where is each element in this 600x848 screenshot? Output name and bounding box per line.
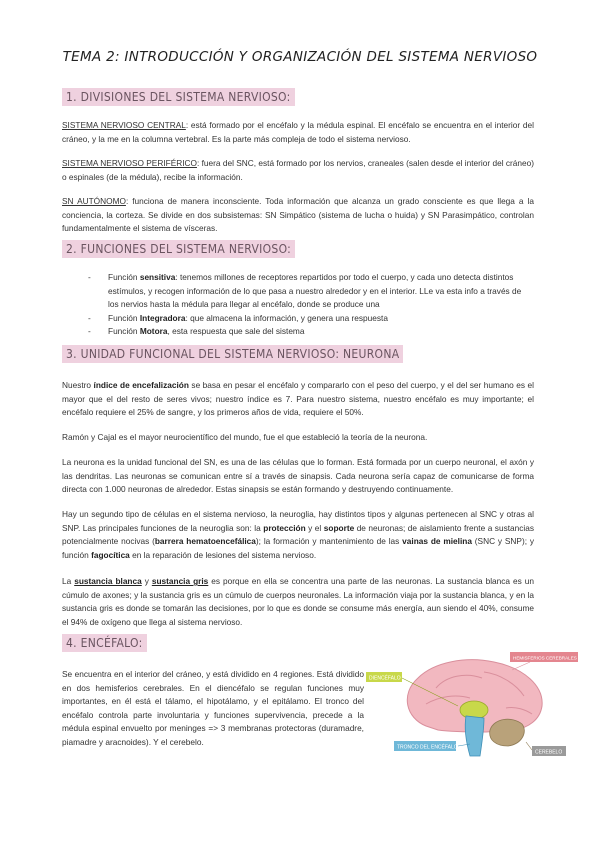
text: es porque en ella se concentra una parte de las neuronas. La sustancia blanca es un cúmulo de axones; y la sustancia gris es un cúmulo de cuerpos neuronales. La información viaja por la sustancia blanca, y en la sustancia gris es donde se tomarán las decisiones, por lo que es donde se consume más energía, aun siendo el 40%, consume el 94% de oxígeno que llega al sistema nervioso. bbox=[62, 576, 534, 627]
cerebellum-label: CEREBELO bbox=[535, 749, 563, 756]
list-item bbox=[88, 312, 534, 326]
sna-text: : funciona de manera inconsciente. Toda información que alcanza un grado consciente es que llega a la conciencia, la corteza. Se divide en dos subsistemas: SN Simpático (sistema de lucha o huida) y SN Parasimpático, controlan fundamentalmente el sistema de vísceras. bbox=[62, 196, 534, 234]
text: (SNC y SNP); y función bbox=[62, 536, 534, 560]
section-heading-neurona: 3. UNIDAD FUNCIONAL DEL SISTEMA NERVIOSO: NEURONA bbox=[62, 345, 403, 363]
term-snc: SISTEMA NERVIOSO CENTRAL bbox=[62, 120, 186, 130]
section-heading-encefalo: 4. ENCÉFALO: bbox=[62, 634, 147, 652]
bullet-text: : tenemos millones de receptores repartidos por todo el cuerpo, y cada uno detecta distintos estímulos, y recogen información de lo que pasa a nuestro alrededor y en el interior. LLe va esta info a través de los nervios hasta la médula para llegar al encéfalo, donde se produce una bbox=[108, 272, 522, 310]
paragraph-encefalizacion bbox=[62, 379, 534, 420]
paragraph-sna bbox=[62, 195, 534, 236]
term-sna: SN AUTÓNOMO bbox=[62, 196, 126, 206]
bullet-bold: Motora bbox=[139, 326, 168, 337]
text: en la reparación de lesiones del sistema nervioso. bbox=[129, 549, 317, 560]
list-item bbox=[88, 325, 534, 339]
text: La bbox=[62, 576, 75, 586]
text: y bbox=[141, 576, 152, 586]
bullet-prefix: Función bbox=[108, 326, 140, 337]
bold-term: vainas de mielina bbox=[402, 536, 472, 547]
bullet-text: , esta respuesta que sale del sistema bbox=[167, 326, 305, 337]
bold-term: sustancia blanca bbox=[74, 576, 142, 586]
paragraph-neuroglia bbox=[62, 508, 534, 562]
hemispheres-label: HEMISFERIOS CEREBRALES bbox=[513, 655, 577, 661]
text: ); la formación y mantenimiento de las bbox=[255, 536, 403, 547]
brainstem-shape bbox=[465, 716, 484, 756]
bullet-bold: Integradora bbox=[139, 312, 186, 323]
bullet-prefix: Función bbox=[108, 272, 140, 282]
paragraph-encefalo: Se encuentra en el interior del cráneo, y está dividido en 4 regiones. Está dividido en dos hemisferios cerebrales. En el diencéfalo se regulan funciones muy importantes, en él está el tálamo, el hipotálamo, y el epitálamo. El tronco del encéfalo controla parte involuntaria y funciones supervivencia, precede a la médula espinal envuelto por meninges => 3 membranas protectoras (duramadre, piamadre y aracnoides). Y el cerebelo. bbox=[62, 669, 364, 747]
functions-list bbox=[88, 271, 534, 339]
diencephalon-label: DIENCÉFALO bbox=[369, 675, 401, 682]
bullet-prefix: Función bbox=[108, 312, 140, 323]
bold-term: sustancia gris bbox=[151, 576, 209, 586]
text: Nuestro bbox=[62, 380, 94, 390]
section-heading-funciones: 2. FUNCIONES DEL SISTEMA NERVIOSO: bbox=[62, 240, 295, 258]
page-title: TEMA 2: INTRODUCCIÓN Y ORGANIZACIÓN DEL SISTEMA NERVIOSO bbox=[62, 49, 538, 65]
paragraph-neurona: La neurona es la unidad funcional del SN, es una de las células que lo forman. Está formada por un cuerpo neuronal, el axón y las dendritas. Las neuronas se comunican entre sí a través de sinapsis. Cada neurona sería capaz de comunicarse de forma directa con 1.000 neuronas de alrededor. Estas sinapsis se están formando y destruyendo continuamente. bbox=[62, 457, 534, 495]
snc-text: : está formado por el encéfalo y la médula espinal. El encéfalo se encuentra en el interior del cráneo, y la me en la columna vertebral. Es la parte más compleja de todo el sistema nervioso. bbox=[62, 120, 534, 144]
list-item bbox=[88, 271, 534, 312]
term-snp: SISTEMA NERVIOSO PERIFÉRICO bbox=[62, 158, 197, 168]
paragraph-sustancias bbox=[62, 575, 534, 629]
section-heading-divisiones: 1. DIVISIONES DEL SISTEMA NERVIOSO: bbox=[62, 88, 295, 106]
snp-text: : fuera del SNC, está formado por los nervios, craneales (salen desde el interior del cráneo) o espinales (de la médula), recibe la información. bbox=[62, 158, 534, 182]
brainstem-label: TRONCO DEL ENCÉFALO bbox=[397, 744, 458, 751]
brain-diagram bbox=[366, 648, 580, 760]
bold-term: barrera hematoencefálica bbox=[154, 536, 256, 547]
bold-term: soporte bbox=[323, 522, 355, 533]
text: de neuronas; de aislamiento frente a sustancias potencialmente nocivas ( bbox=[62, 522, 535, 547]
bold-term: protección bbox=[263, 522, 306, 533]
bold-term: fagocítica bbox=[91, 549, 130, 560]
diencephalon-shape bbox=[460, 701, 488, 719]
text: se basa en pesar el encéfalo y compararlo con el peso del cuerpo, y el del ser humano es el mayor que el del resto de seres vivos; nuestro índice es 7. Para nuestro sistema, nuestro encéfalo es muy importante; el encéfalo requiere el 25% de sangre, y los primeros años de vida, requiere el 50%. bbox=[62, 380, 534, 418]
bullet-bold: sensitiva bbox=[139, 272, 176, 282]
paragraph-snc bbox=[62, 119, 534, 146]
text: Hay un segundo tipo de células en el sistema nervioso, la neuroglia, hay distintos tipos y algunas pertenecen al SNC y otras al SNP. Las principales funciones de la neuroglia son: la bbox=[62, 509, 534, 533]
bold-term: índice de encefalización bbox=[93, 380, 189, 390]
paragraph-snp bbox=[62, 157, 534, 184]
paragraph-ramon-y-cajal: Ramón y Cajal es el mayor neurocientífico del mundo, fue el que estableció la teoría de la neurona. bbox=[62, 432, 428, 442]
text: y el bbox=[305, 522, 324, 533]
bullet-text: : que almacena la información, y genera una respuesta bbox=[185, 312, 388, 323]
